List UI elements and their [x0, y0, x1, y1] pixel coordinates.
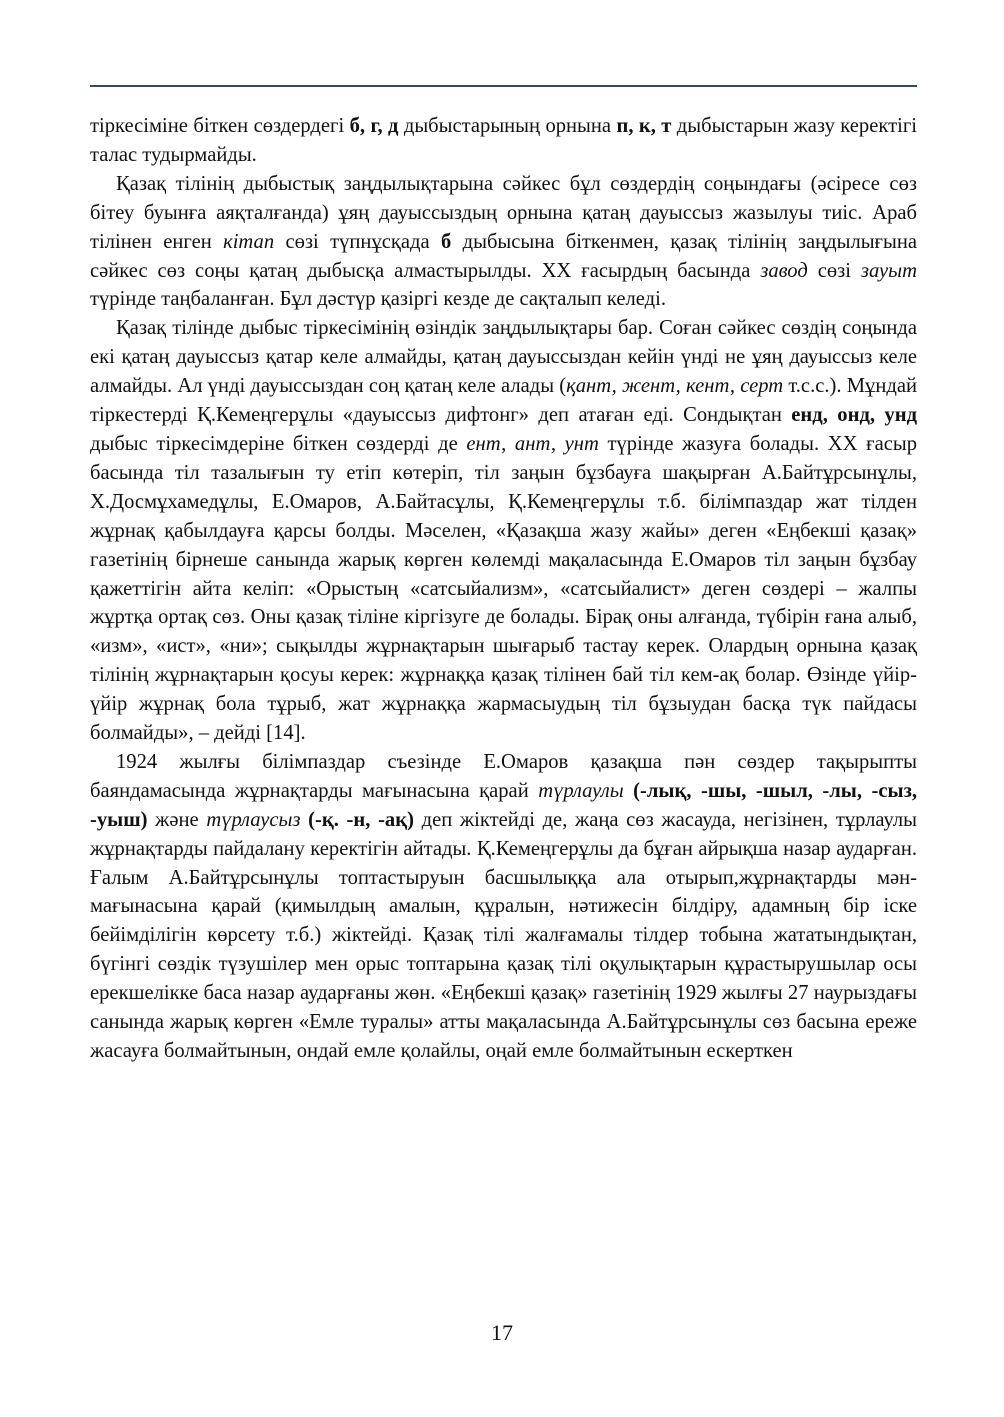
- italic-run: қант, жент, кент, серт: [566, 375, 784, 398]
- paragraph-1: [90, 112, 917, 170]
- text-run: дыбыс тіркесімдеріне біткен сөздерді де: [90, 432, 467, 455]
- text-run: және: [147, 808, 207, 831]
- text-run: түрінде жазуға болады. ХХ ғасыр басында тіл тазалығын ту етіп көтеріп, тіл заңын бұзбауға шақырған А.Байтұрсынұлы, Х.Досмұхамедұлы, Е.Омаров, А.Байтасұлы, Қ.Кемеңгерұлы т.б. білімпаздар жат тілден жұрнақ қабылдауға қарсы болды. Мәселен, «Қазақша жазу жайы» деген «Еңбекші қазақ» газетінің бірнеше санында жарық көрген көлемді мақаласында Е.Омаров тіл заңын бұзбау қажеттігін айта келіп: «Орыстың «сатсыйализм», «сатсыйалист» деген сөздері – жалпы жұртқа ортақ сөз. Оны қазақ тіліне кіргізуге де болады. Бірақ оны алғанда, түбірін ғана алыб, «изм», «ист», «ни»; сықылды жұрнақтарын шығарыб тастау керек. Олардың орнына қазақ тілінің жұрнақтарын қосуы керек: жұрнаққа қазақ тілінен бай тіл кем-ақ болар. Өзінде үйір-үйір жұрнақ бола тұрыб, жат жұрнаққа жармасыудың тіл бұзыудан басқа түк пайдасы болмайды», – дейді [14].: [90, 432, 917, 745]
- header-rule: [90, 85, 917, 87]
- italic-run: ент, ант, унт: [466, 432, 599, 455]
- text-run: тіркесіміне біткен сөздердегі: [90, 115, 350, 137]
- text-run: [624, 780, 633, 802]
- text-run: деп жіктейді де, жаңа сөз жасауда, негізінен, тұрлаулы жұрнақтарды пайдалану керектігін айтады. Қ.Кемеңгерұлы да бұған айрықша назар аударған. Ғалым А.Байтұрсынұлы топтастыруын басшылыққа ала отырып,жұрнақтарды мән-мағынасына қарай (қимылдың амалын, құралын, нәтижесін білдіру, адамның бір іске бейімділігін көрсету т.б.) жіктейді. Қазақ тілі жалғамалы тілдер тобына жататындықтан, бүгінгі сөздік түзушілер мен орыс топтарына қазақ тілі оқулықтарын құрастырушылар осы ерекшелікке баса назар аударғаны жөн. «Еңбекші қазақ» газетінің 1929 жылғы 27 наурыздағы санында жарық көрген «Емле туралы» атты мақаласында А.Байтұрсынұлы сөз басына ереже жасауға болмайтынын, ондай емле қолайлы, оңай емле болмайтынын ескерткен: [90, 808, 918, 1062]
- text-run: дыбыстарының орнына: [398, 115, 617, 137]
- bold-run: (-лық, -шы, -шыл, -лы, -сыз, -уыш): [90, 779, 917, 831]
- bold-run: енд, онд, унд: [791, 404, 917, 427]
- italic-run: зауыт: [860, 259, 917, 282]
- bold-run: б, г, д: [349, 115, 399, 137]
- text-run: түрінде таңбаланған. Бұл дәстүр қазіргі кезде де сақталып келеді.: [90, 288, 667, 311]
- text-run: 1924 жылғы білімпаздар съезінде Е.Омаров қазақша пән сөздер тақырыпты баяндамасында жұрнақтарды мағынасына қарай: [90, 750, 917, 802]
- text-run: сөзі түпнұсқада: [274, 230, 441, 253]
- text-run: т.с.с.). Мұндай тіркестерді Қ.Кемеңгерұлы «дауыссыз дифтонг» деп атаған еді. Сондықтан: [90, 375, 917, 427]
- text-run: дыбысына біткенмен, қазақ тілінің заңдылығына сәйкес сөз соңы қатаң дыбысқа алмастырылды. ХХ ғасырдың басында: [90, 230, 918, 282]
- paragraph-3: [90, 314, 917, 748]
- paragraph-2: [90, 170, 917, 315]
- bold-run: б: [441, 230, 452, 253]
- italic-run: кітап: [223, 230, 275, 253]
- text-run: дыбыстарын жазу керектігі талас тудырмайды.: [90, 115, 917, 166]
- text-run: сөзі: [807, 259, 861, 282]
- italic-run: түрлаусыз: [206, 808, 301, 831]
- italic-run: түрлаулы: [538, 779, 624, 802]
- paragraph-4: [90, 748, 917, 1066]
- bold-run: п, к, т: [616, 115, 672, 137]
- italic-run: завод: [760, 259, 808, 282]
- text-run: Қазақ тілінің дыбыстық заңдылықтарына сәйкес бұл сөздердің соңындағы (әсіресе сөз бітеу буынға аяқталғанда) ұяң дауыссыздың орнына қатаң дауыссыз жазылуы тиіс. Араб тілінен енген: [90, 172, 917, 253]
- text-run: Қазақ тілінде дыбыс тіркесімінің өзіндік заңдылықтары бар. Соған сәйкес сөздің соңында екі қатаң дауыссыз қатар келе алмайды, қатаң дауыссыздан кейін үнді не ұяң дауыссыз келе алмайды. Ал үнді дауыссыздан соң қатаң келе алады (: [90, 317, 917, 398]
- page-number: 17: [491, 1320, 513, 1345]
- body-text: [90, 112, 917, 1066]
- bold-run: (-қ. -н, -ақ): [308, 808, 414, 831]
